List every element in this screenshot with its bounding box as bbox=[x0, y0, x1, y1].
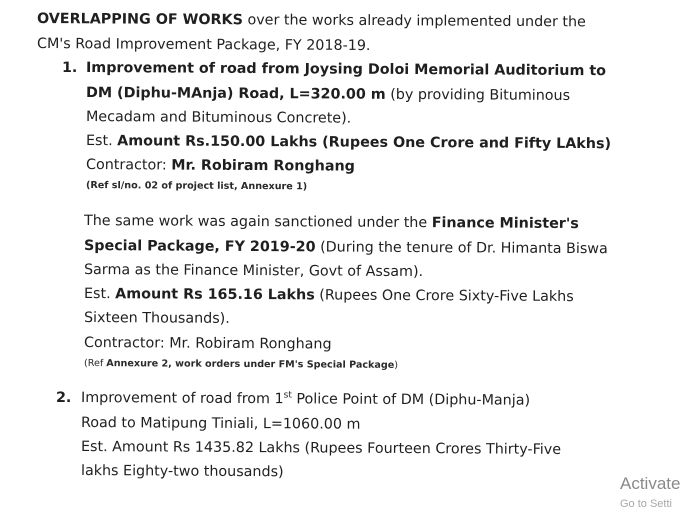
para-2-line-2-bold: Special Package, FY 2019-20 bbox=[83, 238, 316, 256]
para-2-est-amount: Amount Rs 165.16 Lakhs bbox=[115, 286, 315, 304]
item-2-line-1-b: Police Point of DM (Diphu-Manja) bbox=[291, 391, 531, 409]
item-1-line-2-rest: (by providing Bituminous bbox=[385, 86, 571, 104]
para-2-ref-open: (Ref bbox=[83, 358, 107, 370]
item-1-contractor-name: Mr. Robiram Ronghang bbox=[171, 157, 355, 175]
para-2-estimate-line-2: Sixteen Thousands). bbox=[83, 310, 230, 327]
para-2-line-1-text: The same work was again sanctioned under the bbox=[83, 213, 432, 232]
para-2-est-rest: (Rupees One Crore Sixty-Five Lakhs bbox=[314, 287, 574, 305]
item-1-estimate bbox=[86, 131, 611, 154]
item-1-line-2-bold: DM (Diphu-MAnja) Road, L=320.00 m bbox=[85, 85, 386, 103]
item-2-line-4: lakhs Eighty-two thousands) bbox=[80, 463, 284, 481]
item-1-number: 1. bbox=[61, 60, 78, 77]
item-1-line-3: Mecadam and Bituminous Concrete). bbox=[85, 109, 352, 127]
item-1-reference: (Ref sl/no. 02 of project list, Annexure 1) bbox=[85, 180, 308, 193]
para-2-contractor: Contractor: Mr. Robiram Ronghang bbox=[83, 335, 332, 353]
para-2-ref-bold: Annexure 2, work orders under FM's Special Package bbox=[106, 358, 395, 371]
item-1-contractor-label: Contractor: bbox=[85, 157, 172, 174]
para-2-est-prefix: Est. bbox=[83, 286, 116, 303]
para-2-line-2 bbox=[84, 236, 608, 259]
para-2-ref-close: ) bbox=[394, 359, 399, 371]
heading-line-2: CM's Road Improvement Package, FY 2018-19. bbox=[36, 36, 371, 55]
para-2-reference bbox=[84, 358, 398, 372]
para-2-line-2-rest: (During the tenure of Dr. Himanta Biswa bbox=[315, 239, 608, 258]
item-2-line-1-sup: st bbox=[283, 390, 292, 401]
item-2-number: 2. bbox=[55, 390, 72, 407]
item-2-line-3: Est. Amount Rs 1435.82 Lakhs (Rupees Fourteen Crores Thirty-Five bbox=[80, 439, 562, 458]
item-2-line-1 bbox=[81, 388, 530, 411]
para-2-line-1-bold: Finance Minister's bbox=[431, 215, 579, 233]
item-2-line-1-a: Improvement of road from 1 bbox=[80, 390, 284, 408]
para-2-line-3: Sarma as the Finance Minister, Govt of Assam). bbox=[83, 262, 424, 281]
heading-bold: OVERLAPPING OF WORKS bbox=[36, 11, 243, 29]
item-1-line-1: Improvement of road from Joysing Doloi Memorial Auditorium to bbox=[85, 60, 607, 80]
item-1-line-2 bbox=[86, 83, 570, 106]
heading-rest: over the works already implemented under the bbox=[242, 12, 586, 31]
item-1-contractor bbox=[86, 155, 355, 177]
para-2-estimate bbox=[84, 284, 574, 307]
activation-watermark-sub: Go to Setti bbox=[620, 498, 672, 510]
activation-watermark: Activate bbox=[620, 474, 681, 493]
item-2-line-2: Road to Matipung Tiniali, L=1060.00 m bbox=[80, 415, 361, 433]
item-1-est-amount: Amount Rs.150.00 Lakhs (Rupees One Crore and Fifty LAkhs) bbox=[117, 133, 612, 153]
section-heading bbox=[37, 9, 586, 32]
para-2-line-1 bbox=[84, 211, 579, 234]
item-1-est-prefix: Est. bbox=[85, 133, 118, 150]
